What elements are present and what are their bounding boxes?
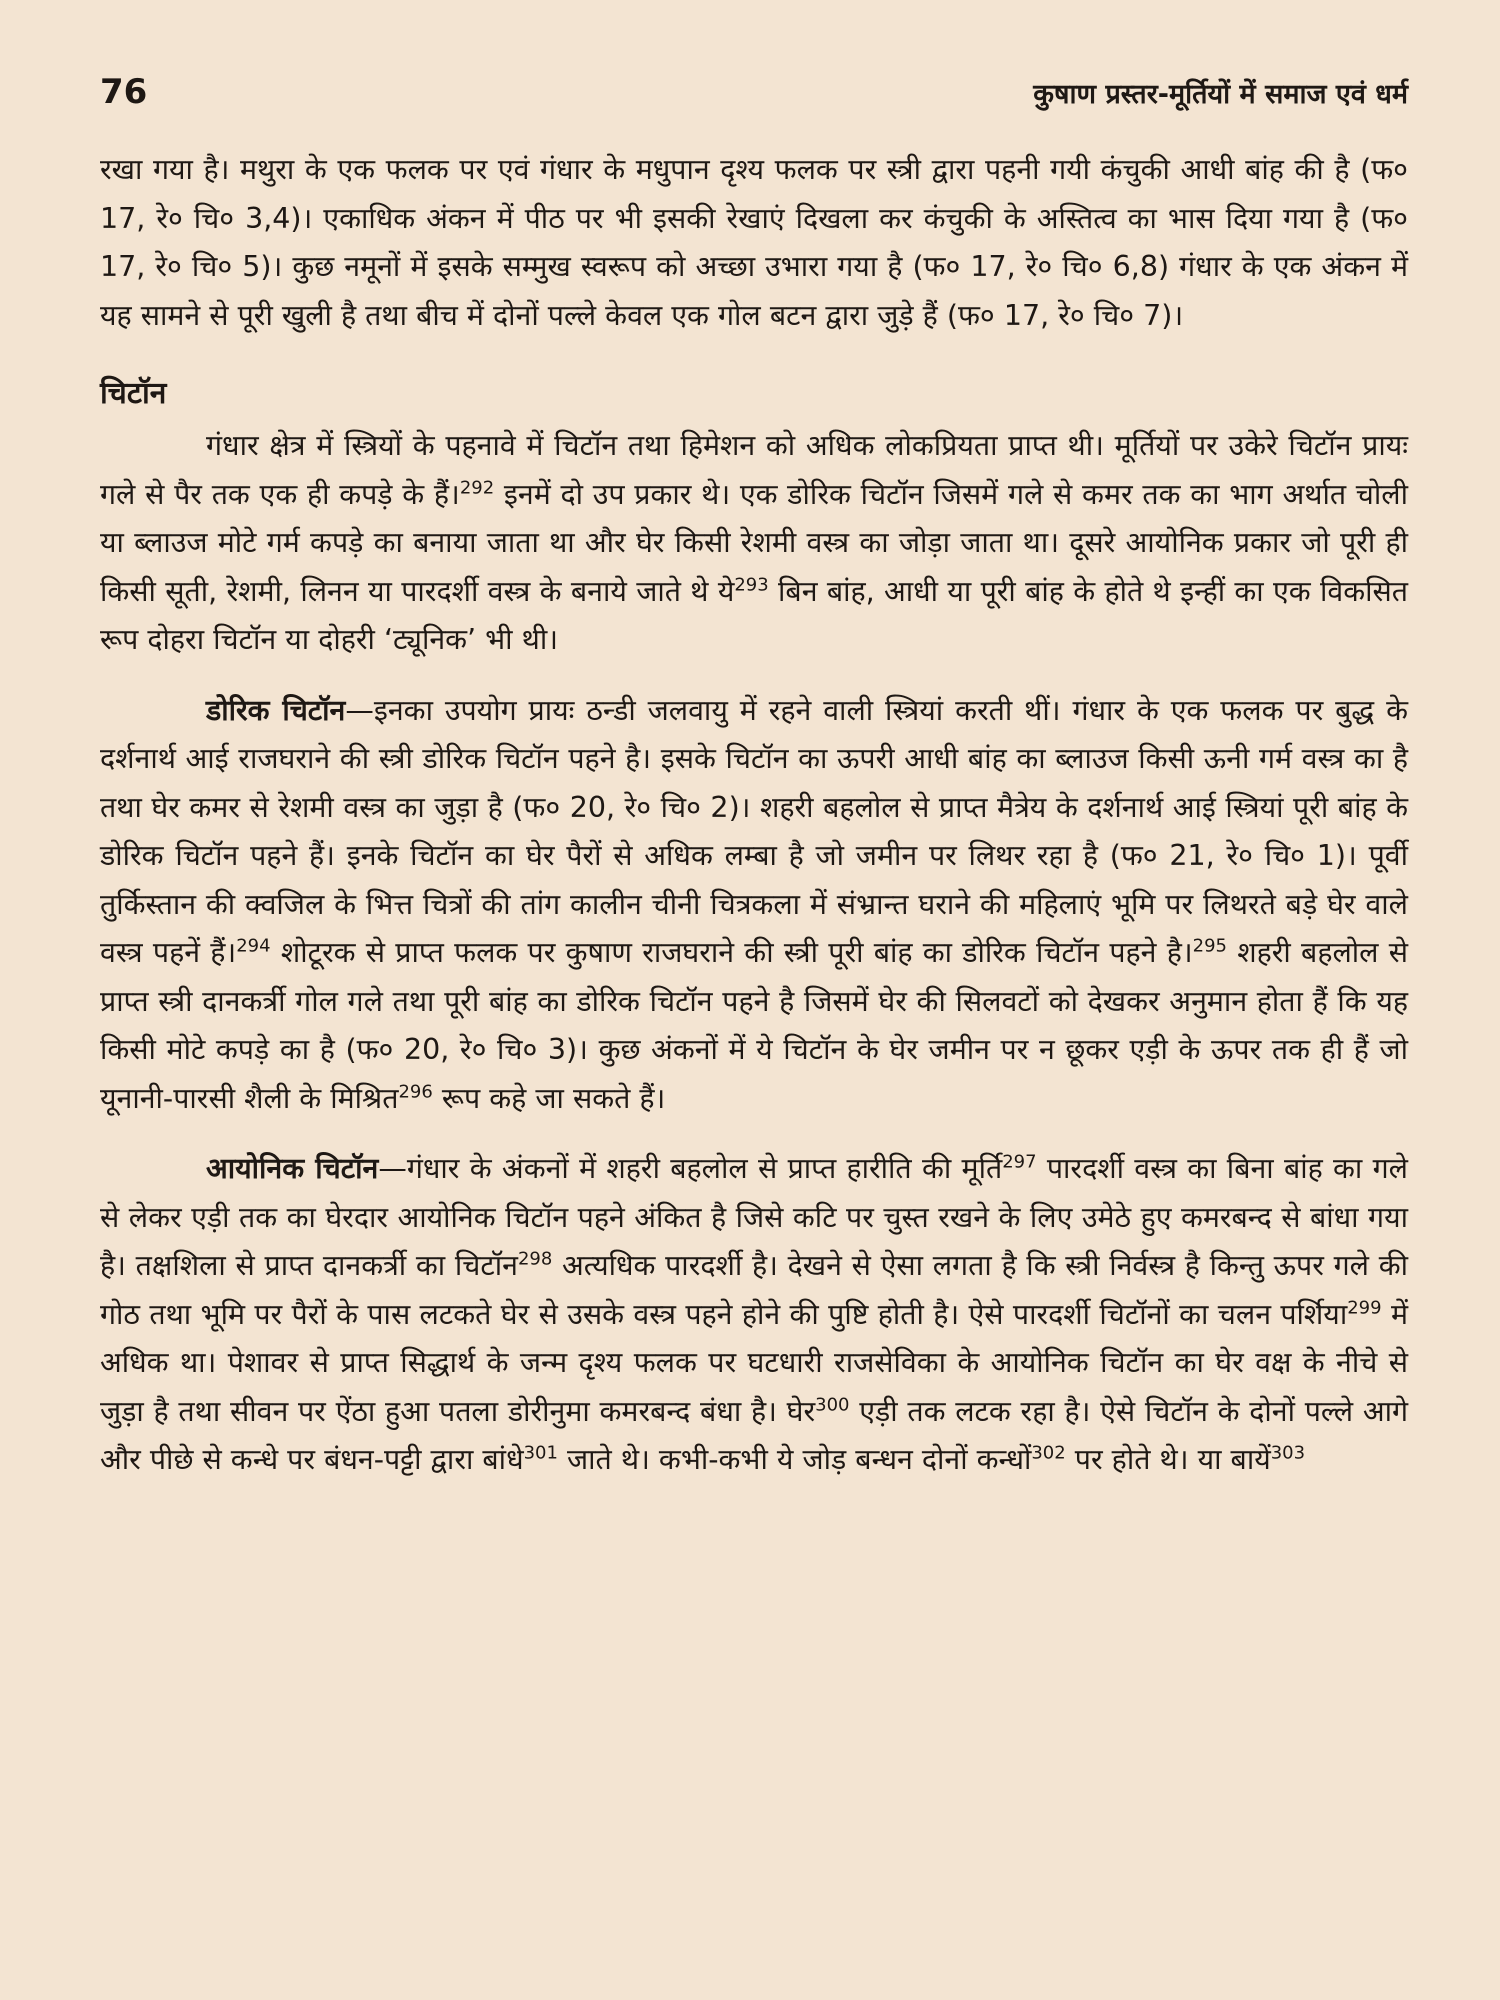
text-run: —इनका उपयोग प्रायः ठन्डी जलवायु में रहने वाली स्त्रियां करती थीं। गंधार के एक फलक पर बुद्ध के दर्शनार्थ आई राजघराने की स्त्री डोरिक चिटॉन पहने है। इसके चिटॉन का ऊपरी आधी बांह का ब्लाउज किसी ऊनी गर्म वस्त्र का है तथा घेर कमर से रेशमी वस्त्र का जुड़ा है (फ० 20, रे० चि० 2)। शहरी बहलोल से प्राप्त मैत्रेय के दर्शनार्थ आई स्त्रियां पूरी बांह के डोरिक चिटॉन पहने हैं। इनके चिटॉन का घेर पैरों से अधिक लम्बा है जो जमीन पर लिथर रहा है (फ० 21, रे० चि० 1)। पूर्वी तुर्किस्तान की क्वजिल के भित्त चित्रों की तांग कालीन चीनी चित्रकला में संभ्रान्त घराने की महिलाएं भूमि पर लिथरते बड़े घेर वाले वस्त्र पहनें हैं। [100,693,1408,969]
footnote-ref: 303 [1270,1442,1306,1464]
running-title: कुषाण प्रस्तर-मूर्तियों में समाज एवं धर्म [1033,79,1408,110]
text-run: पारदर्शी वस्त्र का बिना बांह का गले से लेकर एड़ी तक का घेरदार आयोनिक चिटॉन पहने अंकित है जिसे कटि पर चुस्त रखने के लिए उमेठे हुए कमरबन्द से बांधा गया है। तक्षशिला से प्राप्त दानकर्त्री का चिटॉन [100,1152,1408,1282]
footnote-ref: 293 [734,574,769,595]
footnote-ref: 297 [1002,1151,1037,1173]
text-run: इनमें दो उप प्रकार थे। एक डोरिक चिटॉन जिसमें गले से कमर तक का भाग अर्थात चोली या ब्लाउज मोटे गर्म कपड़े का बनाया जाता था और घेर किसी रेशमी वस्त्र का जोड़ा जाता था। दूसरे आयोनिक प्रकार जो पूरी ही किसी सूती, रेशमी, लिनन या पारदर्शी वस्त्र के बनाये जाते थे ये [100,477,1408,608]
paragraph-ionic-chiton [100,1145,1408,1485]
body-text [100,146,1408,1485]
runin-heading-doric: डोरिक चिटॉन [206,693,346,727]
paragraph-doric-chiton [100,687,1408,1124]
footnote-ref: 296 [398,1081,433,1102]
text-run: शोटूरक से प्राप्त फलक पर कुषाण राजघराने की स्त्री पूरी बांह का डोरिक चिटॉन पहने है। [270,936,1193,969]
footnote-ref: 300 [815,1394,850,1415]
text-run: गंधार क्षेत्र में स्त्रियों के पहनावे में चिटॉन तथा हिमेशन को अधिक लोकप्रियता प्राप्त थी। मूर्तियों पर उकेरे चिटॉन प्रायः गले से पैर तक एक ही कपड़े के हैं। [100,429,1408,511]
text-run: —गंधार के अंकनों में शहरी बहलोल से प्राप्त हारीति की मूर्ति [378,1152,1003,1185]
footnote-ref: 294 [236,935,271,957]
text-run: बिन बांह, आधी या पूरी बांह के होते थे इन्हीं का एक विकसित रूप दोहरा चिटॉन या दोहरी ‘ट्यूनिक’ भी थी। [100,574,1408,656]
text-run: एड़ी तक लटक रहा है। ऐसे चिटॉन के दोनों पल्ले आगे और पीछे से कन्धे पर बंधन-पट्टी द्वारा बांधे [100,1394,1408,1476]
text-run: रूप कहे जा सकते हैं। [432,1081,666,1115]
text-run: में अधिक था। पेशावर से प्राप्त सिद्धार्थ के जन्म दृश्य फलक पर घटधारी राजसेविका के आयोनिक चिटॉन का घेर वक्ष के नीचे से जुड़ा है तथा सीवन पर ऐंठा हुआ पतला डोरीनुमा कमरबन्द बंधा है। घेर [100,1297,1408,1428]
paragraph-gap [100,1123,1408,1145]
text-run: पर होते थे। या बायें [1065,1443,1271,1476]
paragraph-chiton-intro [100,422,1408,665]
page-number: 76 [100,72,148,112]
footnote-ref: 299 [1347,1297,1382,1318]
runin-heading-ionic: आयोनिक चिटॉन [206,1152,379,1185]
footnote-ref: 301 [523,1442,558,1464]
paragraph-gap [100,665,1408,687]
paragraph-kanchuki: रखा गया है। मथुरा के एक फलक पर एवं गंधार के मधुपान दृश्य फलक पर स्त्री द्वारा पहनी गयी कंचुकी आधी बांह की है (फ० 17, रे० चि० 3,4)। एकाधिक अंकन में पीठ पर भी इसकी रेखाएं दिखला कर कंचुकी के अस्तित्व का भास दिया गया है (फ० 17, रे० चि० 5)। कुछ नमूनों में इसके सम्मुख स्वरूप को अच्छा उभारा गया है (फ० 17, रे० चि० 6,8) गंधार के एक अंकन में यह सामने से पूरी खुली है तथा बीच में दोनों पल्ले केवल एक गोल बटन द्वारा जुड़े हैं (फ० 17, रे० चि० 7)। [100,153,1408,332]
text-run: अत्यधिक पारदर्शी है। देखने से ऐसा लगता है कि स्त्री निर्वस्त्र है किन्तु ऊपर गले की गोठ तथा भूमि पर पैरों के पास लटकते घेर से उसके वस्त्र पहने होने की पुष्टि होती है। ऐसे पारदर्शी चिटॉनों का चलन पर्शिया [100,1249,1408,1331]
section-heading-chiton: चिटॉन [100,376,167,411]
footnote-ref: 292 [459,477,495,498]
text-run: शहरी बहलोल से प्राप्त स्त्री दानकर्त्री गोल गले तथा पूरी बांह का डोरिक चिटॉन पहने है जिसमें घेर की सिलवटों को देखकर अनुमान होता हैं कि यह किसी मोटे कपड़े का है (फ० 20, रे० चि० 3)। कुछ अंकनों में ये चिटॉन के घेर जमीन पर न छूकर एड़ी के ऊपर तक ही हैं जो यूनानी-पारसी शैली के मिश्रित [100,936,1408,1115]
footnote-ref: 295 [1192,935,1228,957]
running-header [100,72,1408,146]
footnote-ref: 298 [517,1248,553,1270]
footnote-ref: 302 [1031,1442,1066,1464]
text-run: जाते थे। कभी-कभी ये जोड़ बन्धन दोनों कन्धों [557,1443,1032,1476]
